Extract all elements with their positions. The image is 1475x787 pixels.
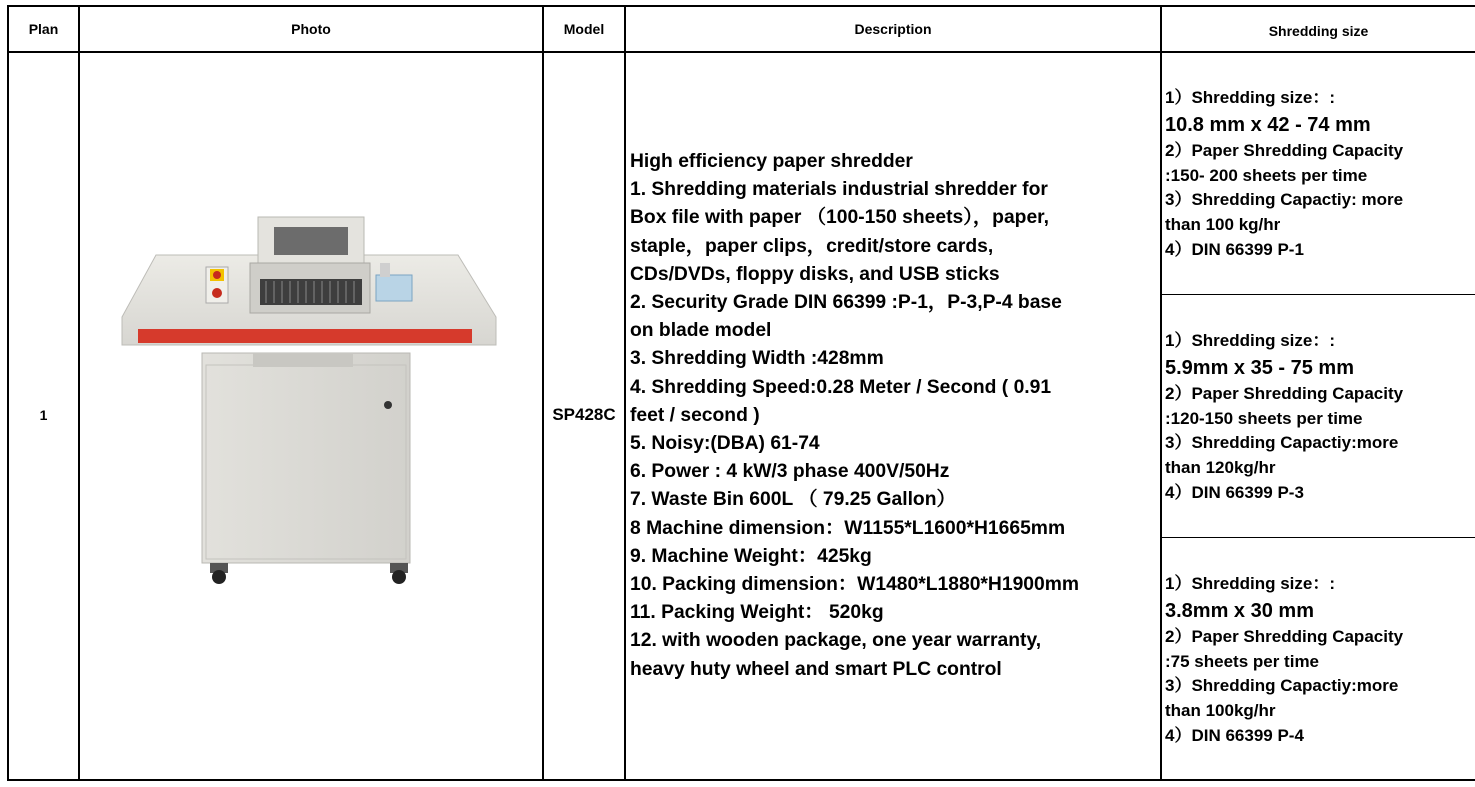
size-dimensions: 5.9mm x 35 - 75 mm: [1165, 356, 1354, 379]
description-line: 10. Packing dimension：W1480*L1880*H1900mm: [630, 574, 1080, 596]
header-plan: Plan: [28, 21, 59, 37]
column-divider-plan: [78, 5, 80, 781]
description-line: heavy huty wheel and smart PLC control: [630, 658, 1002, 680]
column-divider-model: [624, 5, 626, 781]
size-row-divider-1: [1161, 294, 1475, 295]
size-line: 4）DIN 66399 P-3: [1165, 482, 1304, 502]
model-name: SP428C: [552, 405, 616, 424]
shredding-size-option-2: [1165, 329, 1473, 506]
paper-shredder-image: [118, 205, 498, 590]
shredder-drawing: [118, 205, 498, 590]
description-line: High efficiency paper shredder: [630, 151, 913, 172]
size-line: 4）DIN 66399 P-4: [1165, 725, 1304, 745]
description-line: Box file with paper （100-150 sheets），paper,: [630, 207, 1049, 229]
header-shredding-size: Shredding size: [1268, 23, 1369, 39]
description-line: on blade model: [630, 320, 772, 342]
plan-number: 1: [39, 407, 48, 423]
size-line: 1）Shredding size：:: [1165, 574, 1336, 593]
size-line: than 100kg/hr: [1165, 701, 1276, 721]
shredding-size-option-3: [1165, 572, 1473, 749]
description-text: [630, 148, 1158, 684]
size-line: 2）Paper Shredding Capacity: [1165, 383, 1404, 403]
header-description: Description: [854, 21, 932, 37]
size-dimensions: 10.8 mm x 42 - 74 mm: [1165, 113, 1371, 136]
size-line: 3）Shredding Capactiy:more: [1165, 433, 1399, 453]
description-line: 3. Shredding Width :428mm: [630, 348, 884, 370]
description-line: 7. Waste Bin 600L （ 79.25 Gallon）: [630, 489, 956, 511]
size-line: than 120kg/hr: [1165, 458, 1276, 478]
column-divider-description: [1160, 5, 1162, 781]
description-line: 12. with wooden package, one year warranty,: [630, 630, 1042, 652]
size-line: :120-150 sheets per time: [1165, 408, 1363, 428]
size-line: :75 sheets per time: [1165, 651, 1320, 671]
header-photo: Photo: [291, 21, 331, 37]
description-line: 11. Packing Weight： 520kg: [630, 602, 884, 624]
size-line: 2）Paper Shredding Capacity: [1165, 626, 1404, 646]
description-line: feet / second ): [630, 404, 760, 426]
size-line: 1）Shredding size：:: [1165, 331, 1336, 350]
size-line: 1）Shredding size：:: [1165, 88, 1336, 107]
size-line: :150- 200 sheets per time: [1165, 165, 1368, 185]
description-line: 1. Shredding materials industrial shredder for: [630, 179, 1048, 201]
size-line: 4）DIN 66399 P-1: [1165, 239, 1304, 259]
table-border-bottom: [7, 779, 1475, 781]
size-line: than 100 kg/hr: [1165, 215, 1281, 235]
table-border-left: [7, 5, 9, 781]
size-row-divider-2: [1161, 537, 1475, 538]
size-dimensions: 3.8mm x 30 mm: [1165, 599, 1314, 622]
header-model: Model: [563, 21, 605, 37]
description-line: 4. Shredding Speed:0.28 Meter / Second ( 0.91: [630, 376, 1052, 398]
column-divider-photo: [542, 5, 544, 781]
description-line: 9. Machine Weight：425kg: [630, 545, 872, 567]
description-line: CDs/DVDs, floppy disks, and USB sticks: [630, 263, 1000, 285]
description-line: 5. Noisy:(DBA) 61-74: [630, 433, 820, 455]
size-line: 3）Shredding Capactiy:more: [1165, 676, 1399, 696]
description-line: 8 Machine dimension：W1155*L1600*H1665mm: [630, 517, 1066, 539]
description-line: 2. Security Grade DIN 66399 :P-1，P-3,P-4 base: [630, 292, 1062, 314]
size-line: 2）Paper Shredding Capacity: [1165, 140, 1404, 160]
size-line: 3）Shredding Capactiy: more: [1165, 190, 1404, 210]
description-line: 6. Power : 4 kW/3 phase 400V/50Hz: [630, 461, 950, 483]
description-line: staple，paper clips，credit/store cards,: [630, 235, 994, 257]
shredding-size-option-1: [1165, 86, 1473, 263]
